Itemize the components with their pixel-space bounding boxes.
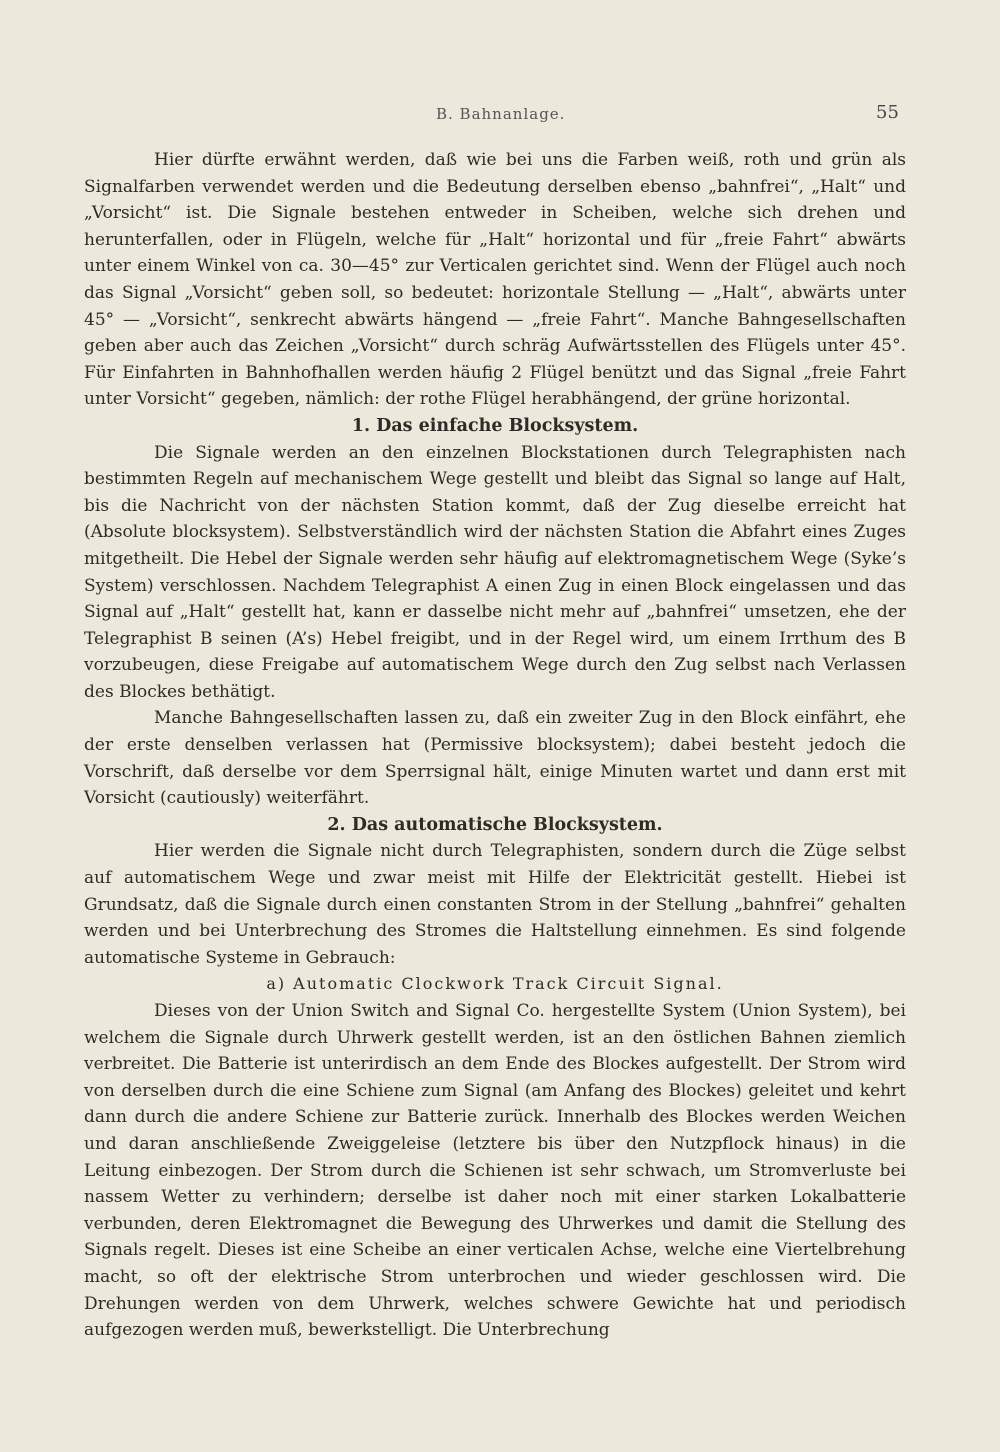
paragraph: Hier dürfte erwähnt werden, daß wie bei uns die Farben weiß, roth und grün als Signalfarben verwendet werden und die Bedeutung derselben ebenso „bahnfrei“, „Halt“ und „Vorsicht“ ist. Die Signale bestehen entweder in Scheiben, welche sich drehen und herunterfallen, oder in Flügeln, welche für „Halt“ horizontal und für „freie Fahrt“ abwärts unter einem Winkel von ca. 30—45° zur Verticalen gerichtet sind. Wenn der Flügel auch noch das Signal „Vorsicht“ geben soll, so bedeutet: horizontale Stellung — „Halt“, abwärts unter 45° — „Vorsicht“, senkrecht abwärts hängend — „freie Fahrt“. Manche Bahngesellschaften geben aber auch das Zeichen „Vorsicht“ durch schräg Aufwärtsstellen des Flügels unter 45°. Für Einfahrten in Bahnhofhallen werden häufig 2 Flügel benützt und das Signal „freie Fahrt unter Vorsicht“ gegeben, nämlich: der rothe Flügel herabhängend, der grüne horizontal. (84, 150, 906, 410)
subsection-heading: a) Automatic Clockwork Track Circuit Signal. (266, 974, 724, 994)
paragraph: Hier werden die Signale nicht durch Telegraphisten, sondern durch die Züge selbst auf automatischem Wege und zwar meist mit Hilfe der Elektricität gestellt. Hiebei ist Grundsatz, daß die Signale durch einen constanten Strom in der Stellung „bahnfrei“ gehalten werden und bei Unterbrechung des Stromes die Haltstellung einnehmen. Es sind folgende automatische Systeme in Gebrauch: (84, 841, 906, 968)
running-header: B. Bahnanlage. (436, 105, 566, 123)
paragraph: Manche Bahngesellschaften lassen zu, daß ein zweiter Zug in den Block einfährt, ehe der erste denselben verlassen hat (Permissive blocksystem); dabei besteht jedoch die Vorschrift, daß derselbe vor dem Sperrsignal hält, einige Minuten wartet und dann erst mit Vorsicht (cautiously) weiterfährt. (84, 708, 906, 809)
body-text (84, 147, 906, 1344)
section-heading: 1. Das einfache Blocksystem. (351, 415, 639, 436)
paragraph: Die Signale werden an den einzelnen Blockstationen durch Telegraphisten nach bestimmten Regeln auf mechanischem Wege gestellt und bleibt das Signal so lange auf Halt, bis die Nachricht von der nächsten Station kommt, daß der Zug dieselbe erreicht hat (Absolute blocksystem). Selbstverständlich wird der nächsten Station die Abfahrt eines Zuges mitgetheilt. Die Hebel der Signale werden sehr häufig auf elektromagnetischem Wege (Syke’s System) verschlossen. Nachdem Telegraphist A einen Zug in einen Block eingelassen und das Signal auf „Halt“ gestellt hat, kann er dasselbe nicht mehr auf „bahnfrei“ umsetzen, ehe der Telegraphist B seinen (A’s) Hebel freigibt, und in der Regel wird, um einem Irrthum des B vorzubeugen, diese Freigabe auf automatischem Wege durch den Zug selbst nach Verlassen des Blockes bethätigt. (84, 442, 906, 702)
paragraph: Dieses von der Union Switch and Signal Co. hergestellte System (Union System), bei welchem die Signale durch Uhrwerk gestellt werden, ist an den östlichen Bahnen ziemlich verbreitet. Die Batterie ist unterirdisch an dem Ende des Blockes aufgestellt. Der Strom wird von derselben durch die eine Schiene zum Signal (am Anfang des Blockes) geleitet und kehrt dann durch die andere Schiene zur Batterie zurück. Innerhalb des Blockes werden Weichen und daran anschließende Zweiggeleise (letztere bis über den Nutzpflock hinaus) in die Leitung einbezogen. Der Strom durch die Schienen ist sehr schwach, um Stromverluste bei nassem Wetter zu verhindern; derselbe ist daher noch mit einer starken Lokalbatterie verbunden, deren Elektromagnet die Bewegung des Uhrwerkes und damit die Stellung des Signals regelt. Dieses ist eine Scheibe an einer verticalen Achse, welche eine Viertelbrehung macht, so oft der elektrische Strom unterbrochen und wieder geschlossen wird. Die Drehungen werden von dem Uhrwerk, welches schwere Gewichte hat und periodisch aufgezogen werden muß, bewerkstelligt. Die Unterbrechung (84, 1001, 906, 1341)
section-heading: 2. Das automatische Blocksystem. (327, 814, 663, 835)
page-number: 55 (876, 102, 899, 123)
